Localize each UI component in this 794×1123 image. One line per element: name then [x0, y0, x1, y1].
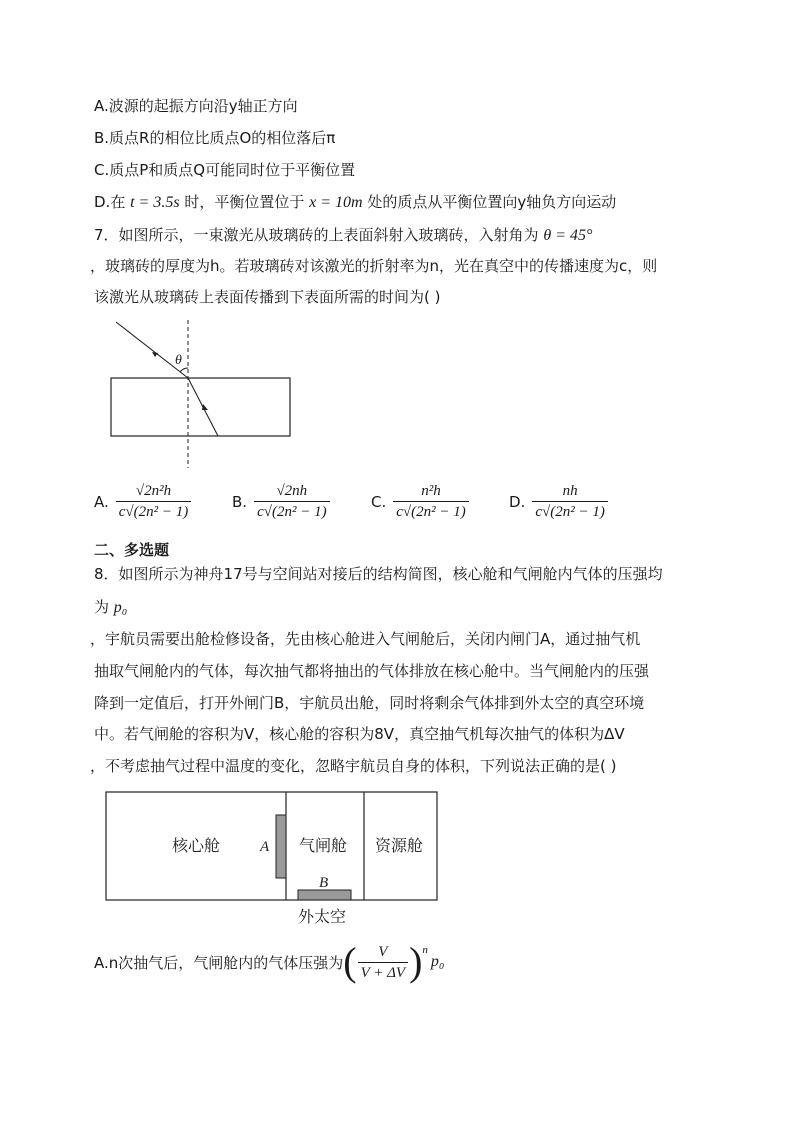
gate-b-label: B [319, 875, 329, 891]
q6-option-d [94, 192, 616, 213]
resource-module-label: 资源舱 [375, 838, 424, 855]
q7-option-d-label: D. [509, 492, 526, 511]
q7-option-a-denominator: c√(2n² − 1) [116, 501, 192, 521]
q8-stem-line2-pre: 为 [94, 598, 110, 616]
q7-option-c-label: C. [371, 492, 387, 511]
core-module-label: 核心舱 [172, 838, 221, 855]
q8-stem-line7: ，不考虑抽气过程中温度的变化，忽略宇航员自身的体积，下列说法正确的是( ) [90, 757, 617, 775]
q7-glass-brick-figure [100, 316, 300, 472]
refracted-arrow [202, 404, 208, 410]
q7-option-a [94, 482, 195, 521]
q8-station-figure [100, 788, 442, 930]
q7-option-b-fraction [254, 482, 330, 521]
q8-stem-line6: 中。若气闸舱的容积为V，核心舱的容积为8V，真空抽气机每次抽气的体积为ΔV [94, 725, 625, 743]
gate-a [276, 815, 286, 878]
q8-option-a-exponent: n [422, 944, 428, 956]
q6-option-d-post: 处的质点从平衡位置向y轴负方向运动 [367, 193, 617, 211]
q8-option-a-numerator: V [378, 943, 388, 960]
q8-option-a [94, 939, 445, 984]
q7-angle: θ = 45° [543, 227, 593, 244]
outer-space-label: 外太空 [298, 909, 347, 926]
airlock-label: 气闸舱 [299, 838, 348, 855]
q8-option-a-text: A.n次抽气后，气闸舱内的气体压强为 [94, 953, 344, 972]
q8-stem-line1: 8．如图所示为神舟17号与空间站对接后的结构简图，核心舱和气闸舱内气体的压强均 [94, 565, 663, 583]
incident-ray [116, 322, 188, 378]
q7-option-c-numerator: n²h [421, 483, 441, 499]
q8-option-a-denominator: V + ΔV [358, 962, 408, 982]
glass-brick [111, 378, 290, 436]
gate-a-label: A [260, 839, 270, 855]
q6-option-b: B.质点R的相位比质点O的相位落后π [94, 129, 336, 147]
gate-b [298, 890, 351, 900]
right-paren: ) [409, 939, 423, 984]
q8-stem-line5: 降到一定值后，打开外闸门B，宇航员出舱，同时将剩余气体排到外太空的真空环境 [94, 694, 645, 712]
q8-pressure-p0: p₀ [113, 599, 128, 616]
q7-option-a-fraction [116, 482, 192, 521]
q7-stem-text: 7．如图所示，一束激光从玻璃砖的上表面斜射入玻璃砖，入射角为 [94, 226, 539, 244]
q7-option-c [371, 482, 473, 521]
q6-option-d-position: x = 10m [309, 194, 363, 211]
q6-option-d-mid: 时，平衡位置位于 [184, 193, 305, 211]
q7-stem-line2: ，玻璃砖的厚度为h。若玻璃砖对该激光的折射率为n，光在真空中的传播速度为c，则 [90, 257, 658, 275]
q6-option-c: C.质点P和质点Q可能同时位于平衡位置 [94, 161, 356, 179]
q7-stem-line3: 该激光从玻璃砖上表面传播到下表面所需的时间为( ) [94, 288, 441, 306]
q6-option-d-time: t = 3.5s [130, 194, 180, 211]
q7-stem-line1 [94, 225, 592, 246]
q7-option-d-fraction [532, 482, 608, 521]
left-paren: ( [343, 939, 357, 984]
q7-option-a-numerator: √2n²h [135, 483, 172, 499]
q6-option-a: A.波源的起振方向沿y轴正方向 [94, 97, 298, 115]
q7-option-d-numerator: nh [562, 483, 578, 499]
section-title: 二、多选题 [94, 541, 170, 559]
q7-option-a-label: A. [94, 492, 109, 511]
q8-stem-line4: 抽取气闸舱内的气体，每次抽气都将抽出的气体排放在核心舱中。当气闸舱内的压强 [94, 662, 650, 680]
q7-option-b [232, 482, 334, 521]
angle-arc [180, 368, 188, 372]
q8-stem-line3: ，宇航员需要出舱检修设备，先由核心舱进入气闸舱后，关闭内闸门A，通过抽气机 [90, 630, 641, 648]
q8-option-a-p0: p₀ [430, 953, 445, 970]
theta-label: θ [175, 353, 182, 368]
q7-option-d-denominator: c√(2n² − 1) [532, 501, 608, 521]
q7-option-b-label: B. [232, 492, 248, 511]
q8-stem-line2 [94, 597, 127, 618]
q7-option-c-denominator: c√(2n² − 1) [393, 501, 469, 521]
q8-option-a-fraction [358, 943, 408, 982]
q6-option-d-pre: D.在 [94, 193, 126, 211]
q7-option-b-numerator: √2nh [276, 483, 308, 499]
q7-option-c-fraction [393, 482, 469, 521]
q7-option-b-denominator: c√(2n² − 1) [254, 501, 330, 521]
q7-option-d [509, 482, 612, 521]
